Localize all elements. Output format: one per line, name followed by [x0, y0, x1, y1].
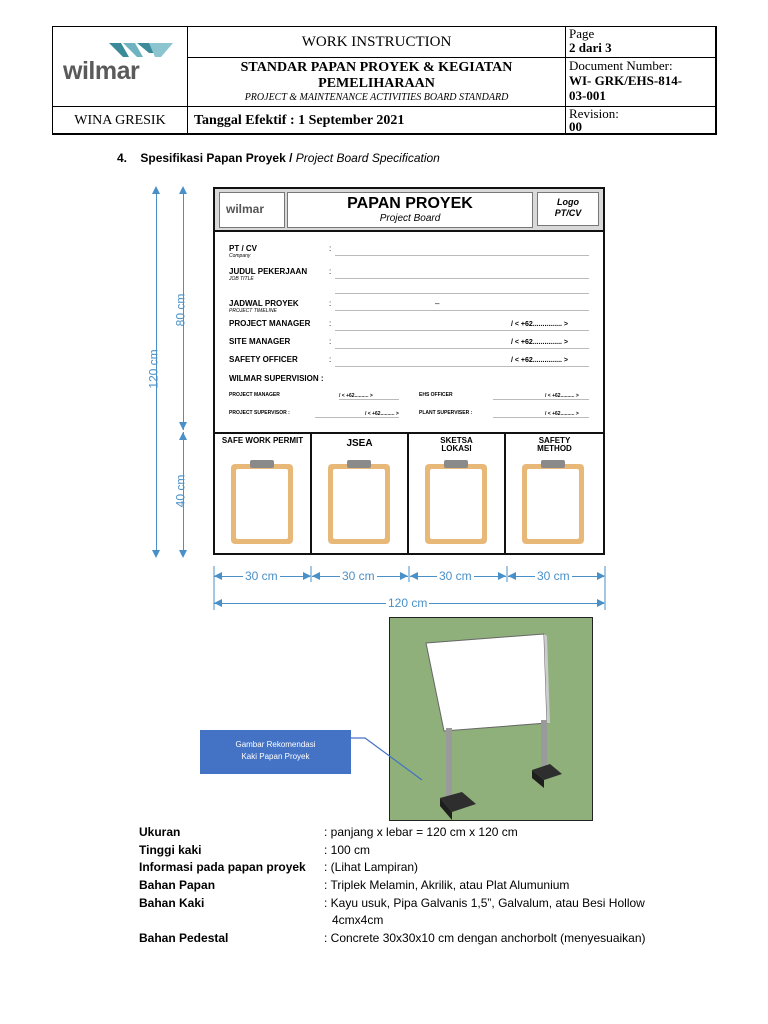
slot-jsea — [312, 434, 409, 555]
slot-title: SAFE WORK PERMIT — [221, 436, 304, 445]
effective-date: Tanggal Efektif : 1 September 2021 — [188, 107, 566, 134]
callout-line1: Gambar Rekomendasi — [235, 740, 316, 749]
section-number: 4. — [117, 151, 128, 165]
field-colon: : — [329, 355, 332, 364]
dim-label-120-vertical: 120 cm — [146, 349, 161, 389]
spec-label: Bahan Papan — [139, 878, 216, 892]
spec-value: : 100 cm — [324, 843, 371, 857]
sup-suffix: / < +62.......... > — [339, 393, 373, 399]
spec-value: 4cmx4cm — [332, 913, 384, 927]
board-logo-text: wilmar — [226, 202, 265, 216]
site-name: WINA GRESIK — [53, 107, 188, 134]
revision-value: 00 — [569, 119, 582, 134]
field-label: PROJECT MANAGER — [229, 319, 311, 328]
dim-label-30-2: 30 cm — [342, 569, 375, 583]
section-title: Spesifikasi Papan Proyek / — [140, 151, 296, 165]
sup-line — [493, 399, 589, 400]
dim-label-30-1: 30 cm — [245, 569, 278, 583]
sup-suffix: / < +62.......... > — [545, 393, 579, 399]
sup-line — [339, 399, 399, 400]
field-label: SITE MANAGER — [229, 337, 291, 346]
board-stand-render-image — [389, 617, 593, 821]
slot-title: SKETSA LOKASI — [440, 436, 473, 453]
spec-value: : Concrete 30x30x10 cm dengan anchorbolt (menyesuaikan) — [324, 931, 646, 945]
dim-label-120-horizontal: 120 cm — [388, 596, 428, 610]
standard-title-cell — [188, 58, 566, 107]
document-number-label: Document Number: — [569, 58, 673, 73]
callout-line2: Kaki Papan Proyek — [241, 752, 310, 761]
field-company — [229, 244, 257, 259]
field-site-manager — [229, 337, 290, 346]
section-title-en: Project Board Specification — [295, 151, 440, 165]
board-title: PAPAN PROYEK — [347, 195, 473, 212]
document-number-line1: WI- GRK/EHS-814- — [569, 73, 683, 88]
field-line — [335, 366, 589, 367]
field-sub: JOB TITLE — [229, 276, 254, 282]
board-stand-icon — [390, 618, 593, 821]
document-header-table — [52, 26, 717, 135]
page-label: Page — [569, 26, 595, 41]
doc-type-title: WORK INSTRUCTION — [188, 27, 566, 58]
slot-title: JSEA — [346, 438, 373, 449]
project-board-illustration — [213, 187, 605, 555]
sup-role-plant: PLANT SUPERVISER : — [419, 410, 473, 416]
sup-line — [315, 417, 399, 418]
field-label: SAFETY OFFICER — [229, 355, 298, 364]
page-value: 2 dari 3 — [569, 40, 612, 55]
spec-label: Tinggi kaki — [139, 843, 202, 857]
timeline-dash: – — [435, 299, 440, 308]
clipboard-icon — [328, 464, 390, 544]
clipboard-icon — [522, 464, 584, 544]
spec-label: Bahan Pedestal — [139, 931, 229, 945]
field-job-title — [229, 267, 307, 282]
logo-placeholder-line1: Logo — [557, 197, 579, 207]
dim-label-40-vertical: 40 cm — [173, 474, 188, 508]
field-colon: : — [329, 337, 332, 346]
spec-value: : (Lihat Lampiran) — [324, 860, 419, 874]
field-project-timeline — [229, 299, 299, 314]
field-label: PT / CV — [229, 244, 258, 253]
board-document-slots — [215, 432, 603, 555]
revision-cell — [566, 107, 716, 134]
document-number-cell — [566, 58, 716, 107]
field-colon: : — [329, 267, 332, 276]
slot-safety-method — [506, 434, 603, 555]
field-sub: PROJECT TIMELINE — [229, 308, 277, 314]
phone-suffix: / < +62............... > — [511, 357, 569, 364]
callout-leader-line-icon — [350, 735, 430, 785]
section-heading — [117, 151, 440, 165]
sup-suffix: / < +62.......... > — [545, 411, 579, 417]
board-subtitle: Project Board — [379, 213, 441, 224]
sup-suffix: / < +62.......... > — [365, 411, 399, 417]
wilmar-supervision-label: WILMAR SUPERVISION : — [229, 374, 324, 383]
field-line — [335, 330, 589, 331]
board-header — [215, 189, 603, 232]
phone-suffix: / < +62............... > — [511, 339, 569, 346]
phone-suffix: / < +62............... > — [511, 321, 569, 328]
logo-text: wilmar — [63, 57, 140, 85]
board-title-box — [287, 192, 533, 228]
spec-label: Ukuran — [139, 825, 181, 839]
standard-title-en: PROJECT & MAINTENANCE ACTIVITIES BOARD STANDARD — [244, 92, 509, 103]
field-line — [335, 293, 589, 294]
board-logo-placeholder — [537, 192, 599, 226]
field-line — [335, 310, 589, 311]
field-sub: Company — [229, 253, 251, 259]
spec-label: Bahan Kaki — [139, 896, 205, 910]
standard-title-line1: STANDAR PAPAN PROYEK & KEGIATAN — [240, 60, 513, 75]
board-logo — [219, 192, 285, 228]
spec-label: Informasi pada papan proyek — [139, 860, 306, 874]
field-colon: : — [329, 299, 332, 308]
spec-value: : Triplek Melamin, Akrilik, atau Plat Alumunium — [324, 878, 570, 892]
dim-label-80-vertical: 80 cm — [173, 293, 188, 327]
field-colon: : — [329, 244, 332, 253]
sup-role-ehs: EHS OFFICER — [419, 392, 453, 398]
standard-title-line2: PEMELIHARAAN — [318, 76, 435, 91]
document-number-line2: 03-001 — [569, 88, 606, 103]
spec-value: : panjang x lebar = 120 cm x 120 cm — [324, 825, 518, 839]
logo-placeholder-line2: PT/CV — [554, 208, 582, 218]
dim-arrows-horizontal-icon — [210, 566, 610, 610]
field-line — [335, 348, 589, 349]
dim-arrows-vertical-icon — [148, 186, 192, 558]
slot-sketsa-lokasi — [409, 434, 506, 555]
dim-label-30-3: 30 cm — [439, 569, 472, 583]
field-label: JUDUL PEKERJAAN — [229, 267, 308, 276]
field-label: JADWAL PROYEK — [229, 299, 299, 308]
field-line — [335, 278, 589, 279]
clipboard-icon — [425, 464, 487, 544]
revision-label: Revision: — [569, 106, 619, 121]
sup-line — [493, 417, 589, 418]
field-colon: : — [329, 319, 332, 328]
field-line — [335, 255, 589, 256]
slot-safe-work-permit — [215, 434, 312, 555]
recommendation-callout — [200, 730, 351, 774]
slot-title: SAFETY METHOD — [537, 436, 572, 453]
dim-label-30-4: 30 cm — [537, 569, 570, 583]
spec-value: : Kayu usuk, Pipa Galvanis 1,5”, Galvalum, atau Besi Hollow — [324, 896, 645, 910]
sup-role-ps: PROJECT SUPERVISOR : — [229, 410, 290, 416]
logo-cell — [53, 27, 188, 107]
clipboard-icon — [231, 464, 293, 544]
field-safety-officer — [229, 355, 298, 364]
page-cell — [566, 27, 716, 58]
field-project-manager — [229, 319, 310, 328]
sup-role-pm: PROJECT MANAGER — [229, 392, 280, 398]
